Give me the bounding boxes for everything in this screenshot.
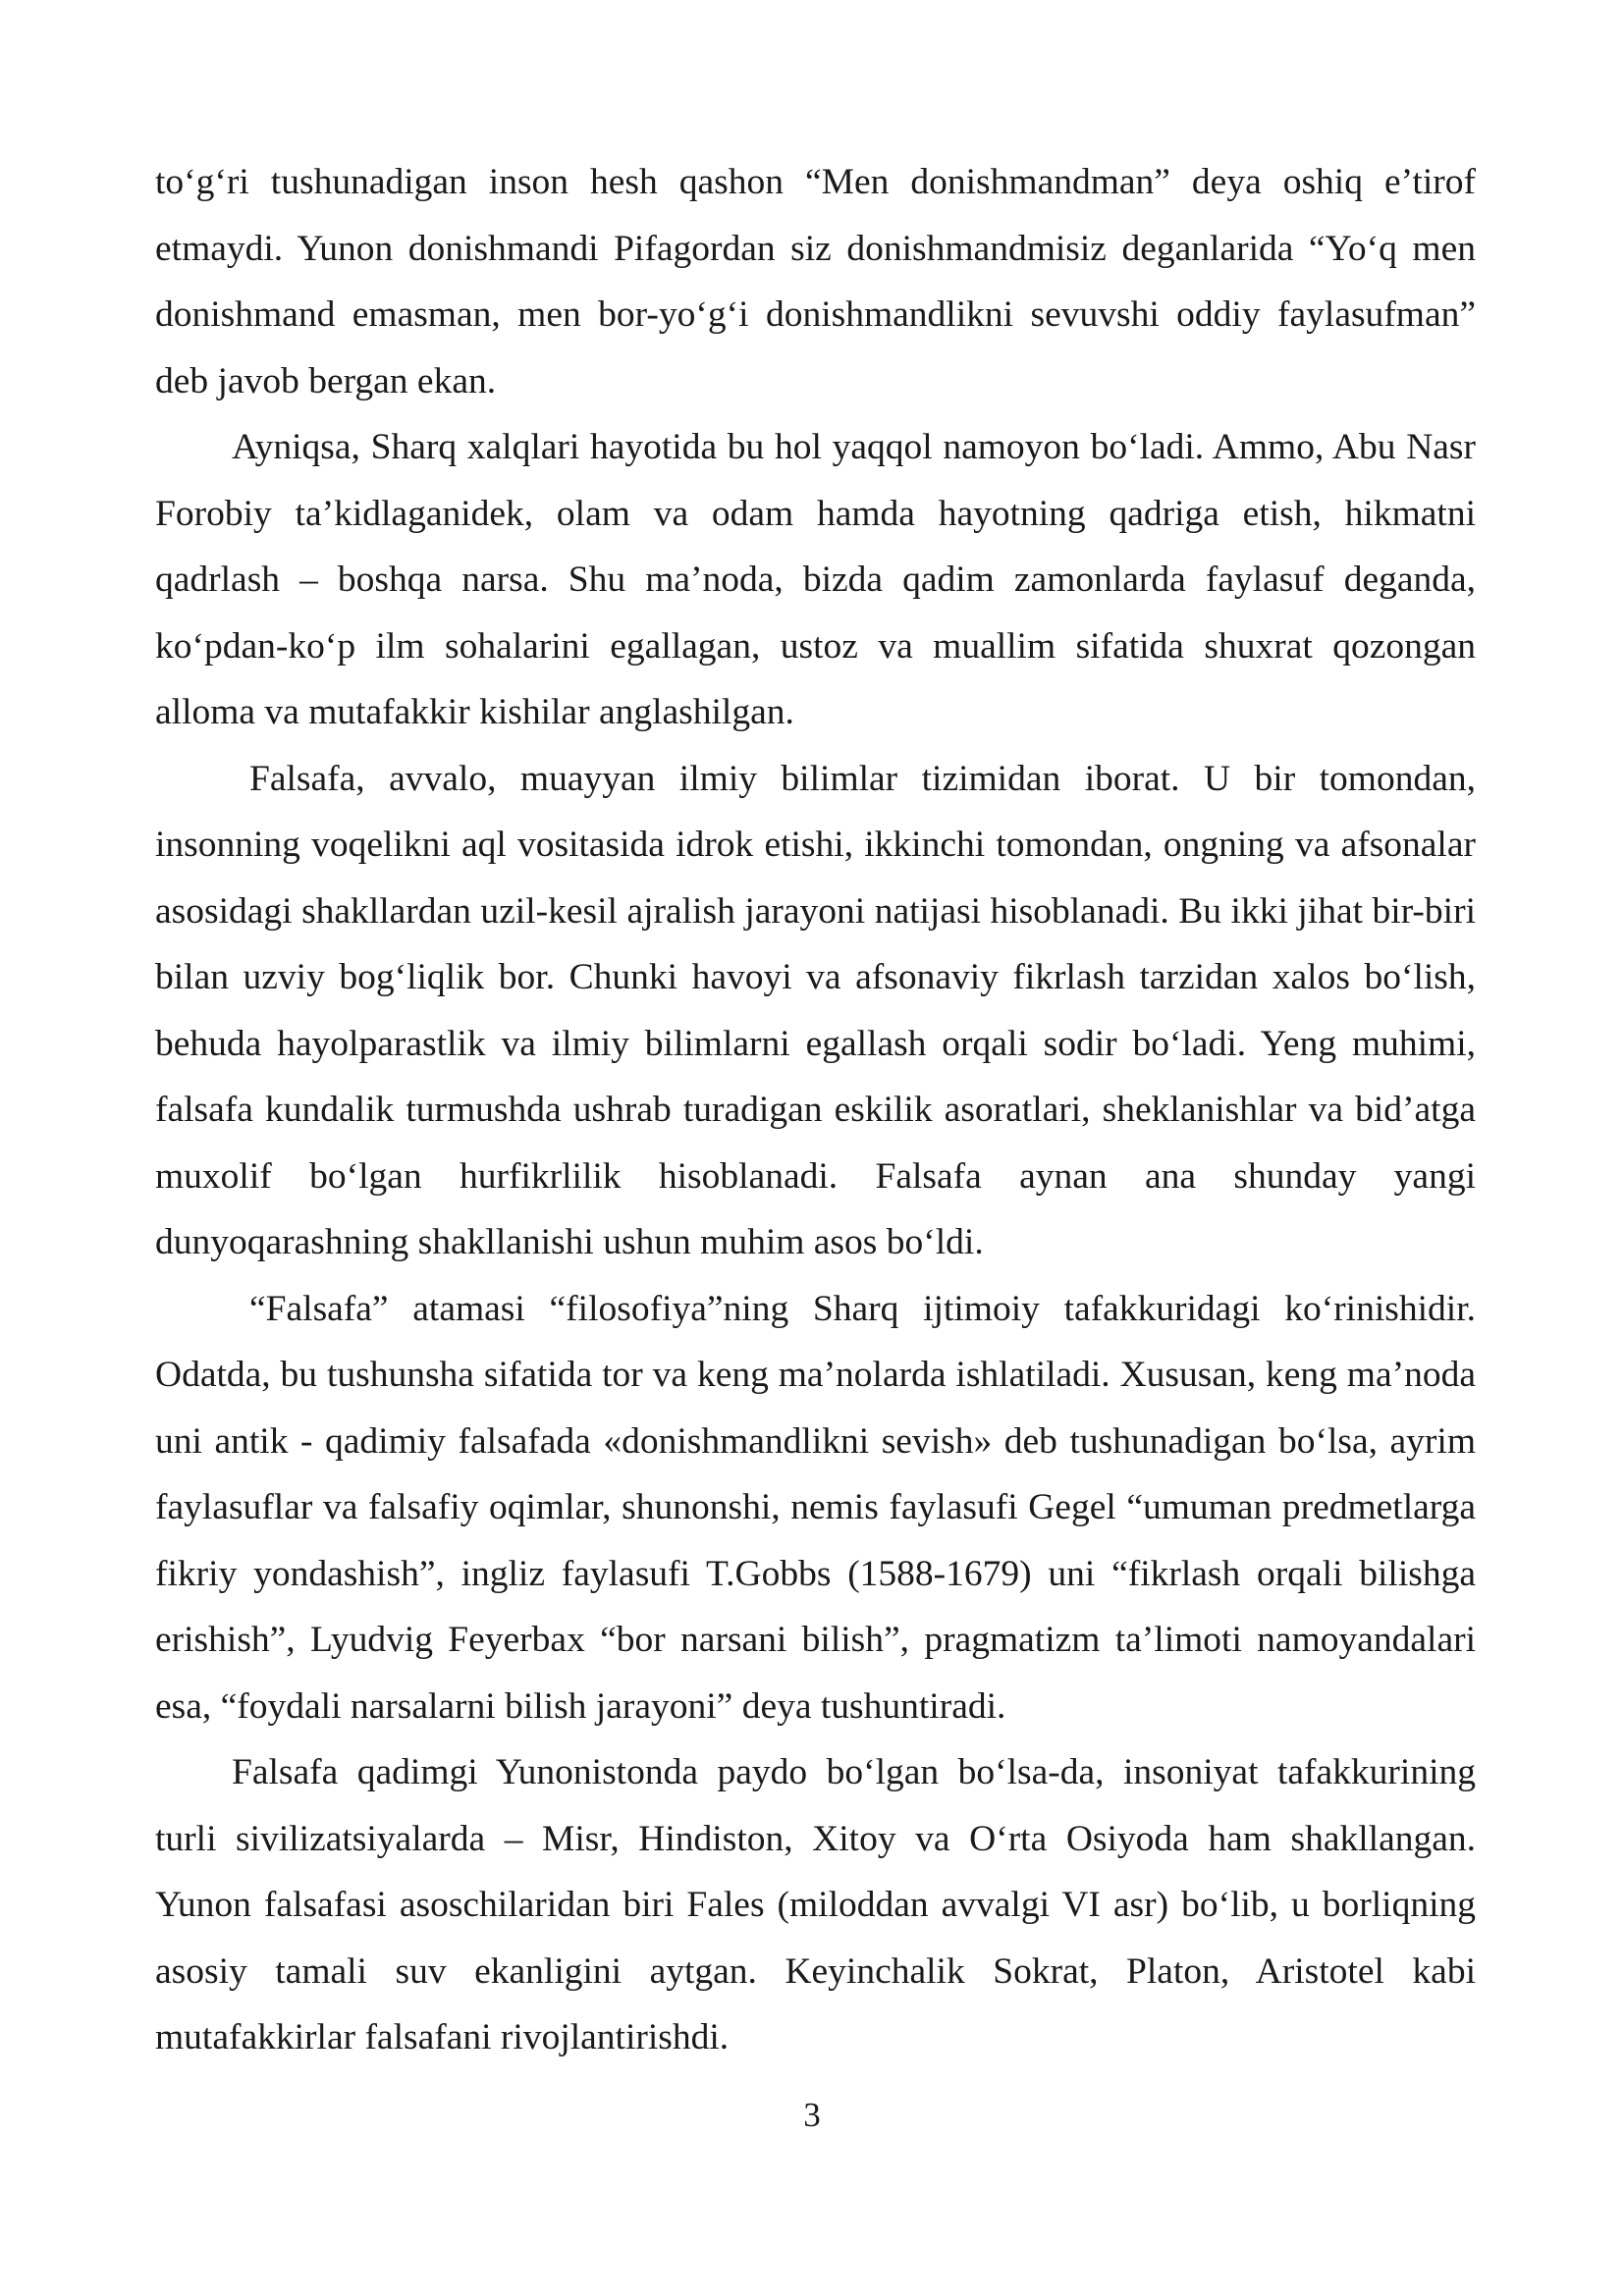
paragraph-yunoniston: Falsafa qadimgi Yunonistonda paydo bo‘lgan bo‘lsa-da, insoniyat tafakkurining turli sivilizatsiyalarda – Misr, Hindiston, Xitoy va O‘rta Osiyoda ham shakllangan. Yunon falsafasi asoschilaridan biri Fales (miloddan avvalgi VI asr) bo‘lib, u borliqning asosiy tamali suv ekanligini aytgan. Keyinchalik Sokrat, Platon, Aristotel kabi mutafakkirlar falsafani rivojlantirishdi. [155, 1752, 1476, 2057]
paragraph-falsafa-avvalo: Falsafa, avvalo, muayyan ilmiy bilimlar tizimidan iborat. U bir tomondan, insonning voqelikni aql vositasida idrok etishi, ikkinchi tomondan, ongning va afsonalar asosidagi shakllardan uzil-kesil ajralish jarayoni natijasi hisoblanadi. Bu ikki jihat bir-biri bilan uzviy bog‘liqlik bor. Chunki havoyi va afsonaviy fikrlash tarzidan xalos bo‘lish, behuda hayolparastlik va ilmiy bilimlarni egallash orqali sodir bo‘ladi. Yeng muhimi, falsafa kundalik turmushda ushrab turadigan eskilik asoratlari, sheklanishlar va bid’atga muxolif bo‘lgan hurfikrlilik hisoblanadi. Falsafa aynan ana shunday yangi dunyoqarashning shakllanishi ushun muhim asos bo‘ldi. [155, 758, 1476, 1262]
paragraph-sharq: Ayniqsa, Sharq xalqlari hayotida bu hol yaqqol namoyon bo‘ladi. Ammo, Abu Nasr Forobiy ta’kidlaganidek, olam va odam hamda hayotning qadriga etish, hikmatni qadrlash – boshqa narsa. Shu ma’noda, bizda qadim zamonlarda faylasuf deganda, ko‘pdan-ko‘p ilm sohalarini egallagan, ustoz va muallim sifatida shuxrat qozongan alloma va mutafakkir kishilar anglashilgan. [155, 427, 1476, 732]
paragraph-falsafa-atamasi: “Falsafa” atamasi “filosofiya”ning Sharq ijtimoiy tafakkuridagi ko‘rinishidir. Odatda, bu tushunsha sifatida tor va keng ma’nolarda ishlatiladi. Xususan, keng ma’noda uni antik - qadimiy falsafada «donishmandlikni sevish» deb tushunadigan bo‘lsa, ayrim faylasuflar va falsafiy oqimlar, shunonshi, nemis faylasufi Gegel “umuman predmetlarga fikriy yondashish”, ingliz faylasufi T.Gobbs (1588-1679) uni “fikrlash orqali bilishga erishish”, Lyudvig Feyerbax “bor narsani bilish”, pragmatizm ta’limoti namoyandalari esa, “foydali narsalarni bilish jarayoni” deya tushuntiradi. [155, 1288, 1476, 1727]
document-body [155, 149, 1476, 2071]
page-number: 3 [803, 2096, 821, 2134]
paragraph-continuation: to‘g‘ri tushunadigan inson hesh qashon “Men donishmandman” deya oshiq e’tirof etmaydi. Yunon donishmandi Pifagordan siz donishmandmisiz deganlarida “Yo‘q men donishmand emasman, men bor-yo‘g‘i donishmandlikni sevuvshi oddiy faylasufman” deb javob bergan ekan. [155, 162, 1476, 401]
